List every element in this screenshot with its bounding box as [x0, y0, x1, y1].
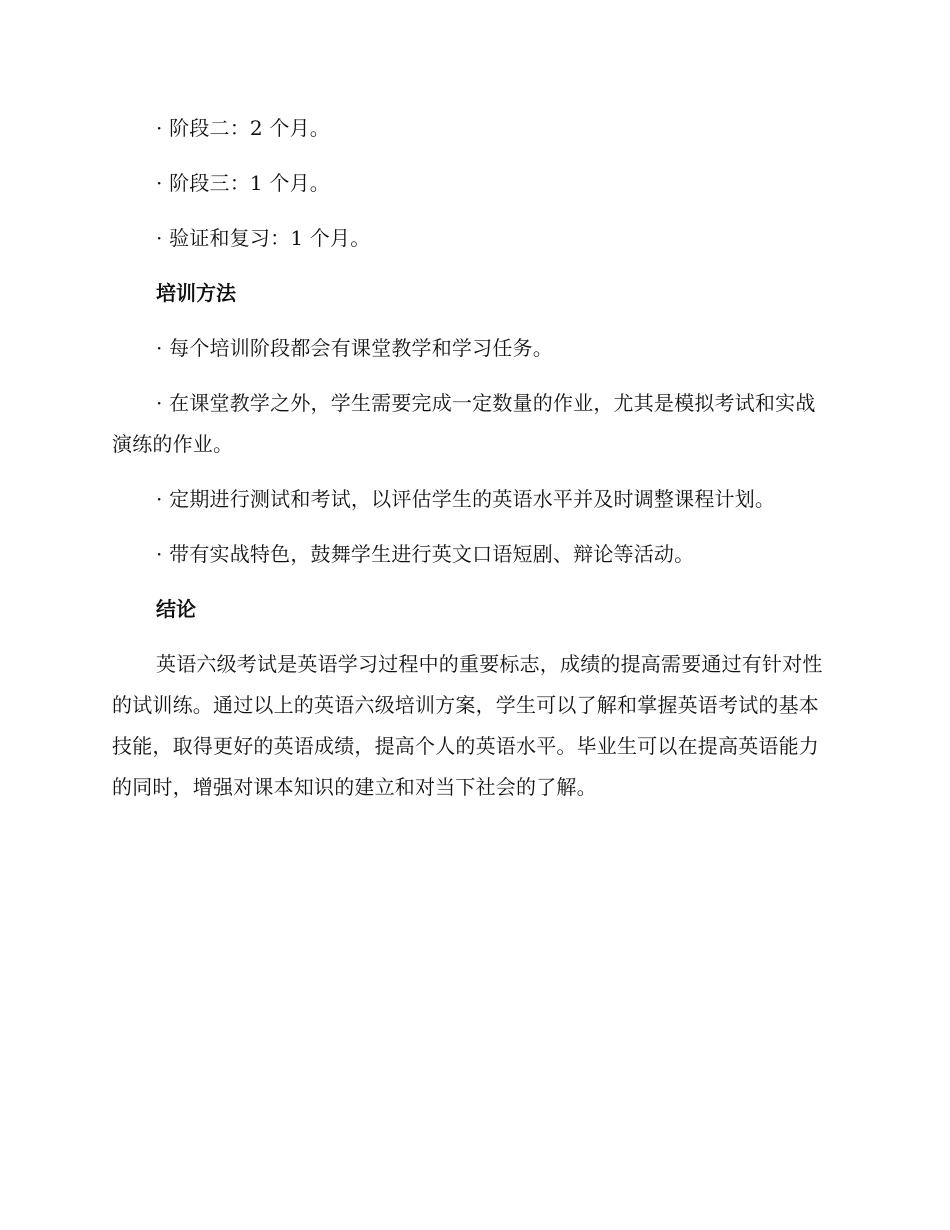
conclusion-paragraph: 英语六级考试是英语学习过程中的重要标志，成绩的提高需要通过有针对性的试训练。通过以上的英语六级培训方案，学生可以了解和掌握英语考试的基本技能，取得更好的英语成绩，提高个人的英语水平。毕业生可以在提高英语能力的同时，增强对课本知识的建立和对当下社会的了解。 — [112, 652, 823, 799]
methods-item-testing: · 定期进行测试和考试，以评估学生的英语水平并及时调整课程计划。 — [156, 487, 776, 511]
methods-item-homework: · 在课堂教学之外，学生需要完成一定数量的作业，尤其是模拟考试和实战演练的作业。 — [112, 391, 816, 456]
methods-item-classroom: · 每个培训阶段都会有课堂教学和学习任务。 — [156, 336, 553, 360]
methods-heading: 培训方法 — [156, 281, 236, 305]
methods-item-activities: · 带有实战特色，鼓舞学生进行英文口语短剧、辩论等活动。 — [156, 542, 695, 566]
schedule-item-review: · 验证和复习：1 个月。 — [156, 226, 371, 250]
document-page — [112, 108, 834, 822]
schedule-item-stage-three: · 阶段三：1 个月。 — [156, 171, 330, 195]
schedule-item-stage-two: · 阶段二：2 个月。 — [156, 116, 330, 140]
conclusion-heading: 结论 — [156, 597, 196, 621]
